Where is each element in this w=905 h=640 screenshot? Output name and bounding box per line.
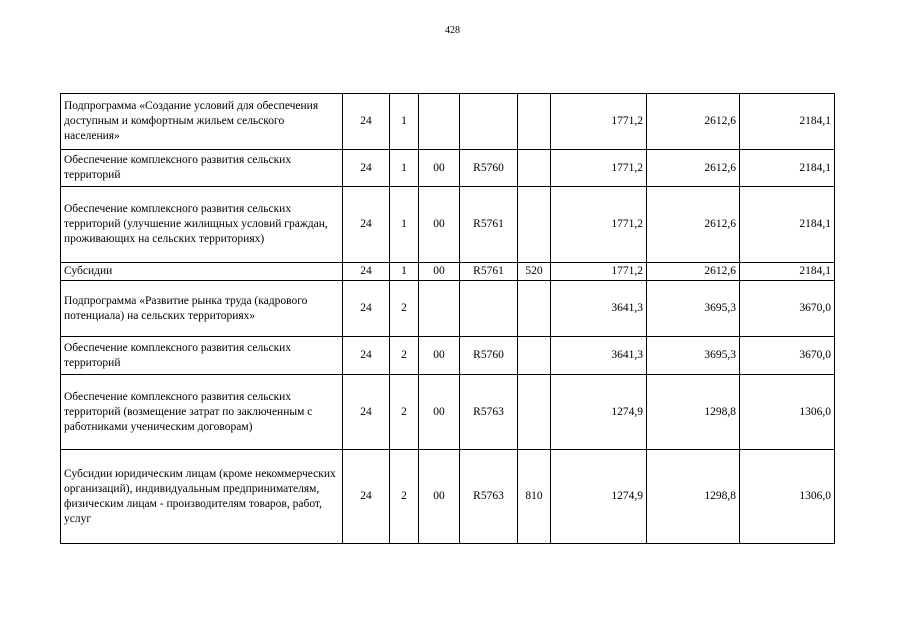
- pp-code: 1: [390, 94, 419, 150]
- row-name: Обеспечение комплексного развития сельских территорий (возмещение затрат по заключенным с работниками ученическим договорам): [61, 375, 343, 450]
- row-name: Подпрограмма «Создание условий для обеспечения доступным и комфортным жильем сельского населения»: [61, 94, 343, 150]
- pp-code: 1: [390, 263, 419, 281]
- pp-code: 1: [390, 187, 419, 263]
- expense-type-code: 520: [518, 263, 551, 281]
- ms-code: 00: [419, 450, 460, 544]
- row-name: Подпрограмма «Развитие рынка труда (кадрового потенциала) на сельских территориях»: [61, 281, 343, 337]
- table-row: [61, 150, 835, 187]
- gp-code: 24: [343, 263, 390, 281]
- row-name: Субсидии: [61, 263, 343, 281]
- ms-code: [419, 281, 460, 337]
- table-row: [61, 94, 835, 150]
- row-name: Субсидии юридическим лицам (кроме некоммерческих организаций), индивидуальным предпринимателям, физическим лицам - производителям товаров, работ, услуг: [61, 450, 343, 544]
- table-row: [61, 450, 835, 544]
- gp-code: 24: [343, 150, 390, 187]
- direction-code: R5761: [460, 187, 518, 263]
- gp-code: 24: [343, 375, 390, 450]
- expense-type-code: [518, 150, 551, 187]
- amount-year-2: 2612,6: [647, 187, 740, 263]
- direction-code: R5763: [460, 450, 518, 544]
- amount-year-1: 1771,2: [551, 263, 647, 281]
- expense-type-code: [518, 375, 551, 450]
- expense-type-code: [518, 187, 551, 263]
- amount-year-2: 1298,8: [647, 450, 740, 544]
- row-name: Обеспечение комплексного развития сельских территорий: [61, 150, 343, 187]
- amount-year-2: 2612,6: [647, 94, 740, 150]
- amount-year-1: 1771,2: [551, 187, 647, 263]
- direction-code: R5761: [460, 263, 518, 281]
- amount-year-3: 3670,0: [740, 281, 835, 337]
- gp-code: 24: [343, 281, 390, 337]
- amount-year-1: 1274,9: [551, 450, 647, 544]
- amount-year-2: 2612,6: [647, 150, 740, 187]
- pp-code: 2: [390, 281, 419, 337]
- gp-code: 24: [343, 450, 390, 544]
- amount-year-3: 2184,1: [740, 150, 835, 187]
- expense-type-code: 810: [518, 450, 551, 544]
- gp-code: 24: [343, 337, 390, 375]
- amount-year-1: 1771,2: [551, 150, 647, 187]
- pp-code: 2: [390, 450, 419, 544]
- table-row: [61, 337, 835, 375]
- page-number: 428: [445, 25, 460, 36]
- amount-year-3: 3670,0: [740, 337, 835, 375]
- amount-year-1: 3641,3: [551, 281, 647, 337]
- amount-year-1: 3641,3: [551, 337, 647, 375]
- amount-year-3: 1306,0: [740, 375, 835, 450]
- pp-code: 1: [390, 150, 419, 187]
- amount-year-2: 3695,3: [647, 281, 740, 337]
- table-row: [61, 375, 835, 450]
- amount-year-2: 2612,6: [647, 263, 740, 281]
- direction-code: [460, 94, 518, 150]
- table-row: [61, 281, 835, 337]
- ms-code: [419, 94, 460, 150]
- budget-table: [60, 93, 835, 544]
- ms-code: 00: [419, 337, 460, 375]
- pp-code: 2: [390, 375, 419, 450]
- amount-year-3: 2184,1: [740, 263, 835, 281]
- amount-year-3: 1306,0: [740, 450, 835, 544]
- table-row: [61, 263, 835, 281]
- direction-code: R5763: [460, 375, 518, 450]
- expense-type-code: [518, 337, 551, 375]
- amount-year-1: 1274,9: [551, 375, 647, 450]
- expense-type-code: [518, 94, 551, 150]
- amount-year-1: 1771,2: [551, 94, 647, 150]
- direction-code: R5760: [460, 337, 518, 375]
- amount-year-2: 3695,3: [647, 337, 740, 375]
- expense-type-code: [518, 281, 551, 337]
- table-row: [61, 187, 835, 263]
- row-name: Обеспечение комплексного развития сельских территорий: [61, 337, 343, 375]
- gp-code: 24: [343, 94, 390, 150]
- gp-code: 24: [343, 187, 390, 263]
- amount-year-3: 2184,1: [740, 94, 835, 150]
- direction-code: R5760: [460, 150, 518, 187]
- pp-code: 2: [390, 337, 419, 375]
- direction-code: [460, 281, 518, 337]
- ms-code: 00: [419, 187, 460, 263]
- amount-year-3: 2184,1: [740, 187, 835, 263]
- amount-year-2: 1298,8: [647, 375, 740, 450]
- row-name: Обеспечение комплексного развития сельских территорий (улучшение жилищных условий граждан, проживающих на сельских территориях): [61, 187, 343, 263]
- ms-code: 00: [419, 375, 460, 450]
- ms-code: 00: [419, 263, 460, 281]
- ms-code: 00: [419, 150, 460, 187]
